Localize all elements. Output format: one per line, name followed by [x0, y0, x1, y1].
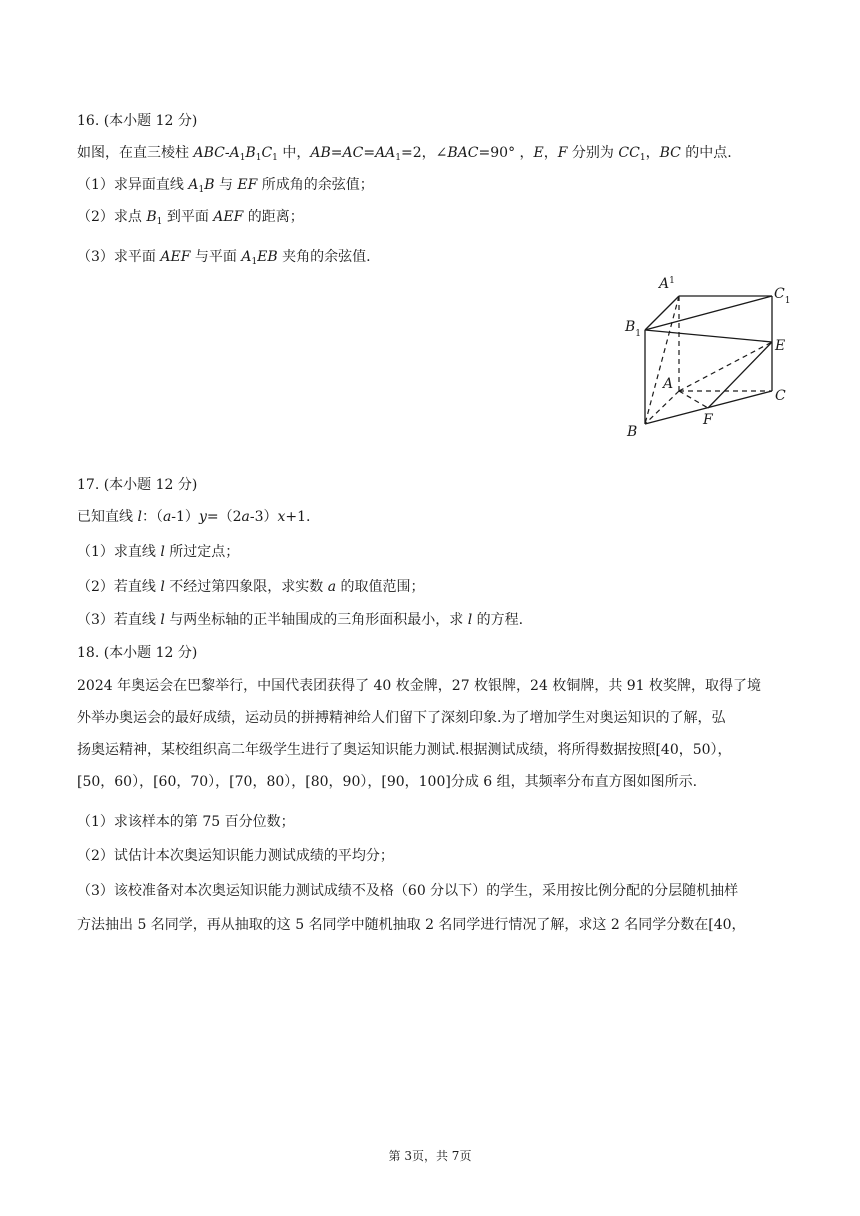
- text: 如图，在直三棱柱: [77, 145, 194, 161]
- q18-item-3-line: （3）该校准备对本次奥运知识能力测试成绩不及格（60 分以下）的学生，采用按比例分配的分层随机抽样: [77, 883, 739, 899]
- math: E: [533, 145, 544, 161]
- text: 已知直线: [77, 509, 138, 525]
- math: B: [146, 209, 157, 225]
- label-c: C: [775, 388, 786, 404]
- math: l: [160, 544, 165, 560]
- text: ，: [645, 145, 660, 161]
- q16-header: 16. (本小题 12 分): [77, 113, 198, 129]
- text: 到平面: [162, 209, 214, 225]
- text: （2）若直线: [77, 579, 161, 595]
- text: 不经过第四象限，求实数: [164, 579, 328, 595]
- math: EF: [237, 177, 258, 193]
- math: a: [327, 579, 337, 595]
- text: 中，: [277, 145, 311, 161]
- math: l: [137, 509, 142, 525]
- label-e: E: [775, 338, 786, 354]
- math: A: [229, 145, 240, 161]
- label-f: F: [703, 412, 713, 428]
- math: l: [160, 612, 165, 628]
- label-a1: $A^1$: [659, 276, 675, 292]
- q18-item-1: （1）求该样本的第 75 百分位数；: [77, 814, 295, 830]
- math: AB: [310, 145, 331, 161]
- edge-a-f: [679, 391, 708, 408]
- q18-stem-line: 2024 年奥运会在巴黎举行，中国代表团获得了 40 枚金牌，27 枚银牌，24 枚铜牌，共 91 枚奖牌，取得了境: [77, 678, 762, 694]
- math: BC: [659, 145, 681, 161]
- text: +1.: [285, 509, 311, 525]
- math: B: [245, 145, 256, 161]
- math: x: [277, 509, 286, 525]
- text: 夹角的余弦值.: [277, 249, 371, 265]
- math: AA: [375, 145, 396, 161]
- q18-item-3: [77, 881, 783, 947]
- math: a: [162, 509, 172, 525]
- text: 分别为: [567, 145, 619, 161]
- text: 的方程.: [472, 612, 524, 628]
- label-a: A: [663, 376, 674, 392]
- math: A: [241, 249, 252, 265]
- subscript: 1: [156, 217, 163, 227]
- text: =: [363, 145, 376, 161]
- math: CC: [618, 145, 640, 161]
- math: F: [557, 145, 568, 161]
- subscript: 1: [239, 153, 246, 163]
- text: 与: [214, 177, 238, 193]
- q18-stem-line: [50，60），[60，70），[70，80），[80，90），[90，100]分成 6 组，其频率分布直方图如图所示.: [77, 774, 698, 790]
- text: -: [224, 145, 230, 161]
- edge-e-f: [708, 342, 772, 408]
- text: =（2: [206, 509, 242, 525]
- q18-item-2: （2）试估计本次奥运知识能力测试成绩的平均分；: [77, 848, 394, 864]
- math: BAC: [447, 145, 479, 161]
- math: B: [204, 177, 215, 193]
- math: y: [198, 509, 207, 525]
- text: -1）: [171, 509, 199, 525]
- subscript: 1: [272, 153, 278, 163]
- q17-header: 17. (本小题 12 分): [77, 477, 198, 493]
- subscript: 1: [639, 153, 646, 163]
- label-b1: $B_1$: [625, 319, 642, 339]
- label-c1: $C_1$: [774, 286, 791, 306]
- text: 的取值范围；: [336, 579, 425, 595]
- subscript: 1: [255, 153, 262, 163]
- page-footer: 第 3页，共 7页: [388, 1149, 472, 1163]
- text: 的中点.: [680, 145, 732, 161]
- edge-b1-c1: [645, 296, 772, 330]
- text: 与两坐标轴的正半轴围成的三角形面积最小，求: [164, 612, 468, 628]
- edge-b1-e: [645, 330, 772, 342]
- math: AEF: [160, 249, 191, 265]
- math: l: [467, 612, 473, 628]
- text: （1）求异面直线: [77, 177, 189, 193]
- math: C: [261, 145, 273, 161]
- math: EB: [257, 249, 278, 265]
- text: （2）求点: [77, 209, 147, 225]
- math: l: [160, 579, 165, 595]
- text: 的距离；: [243, 209, 304, 225]
- q18-stem: [77, 676, 783, 804]
- text: （1）求直线: [77, 544, 161, 560]
- q18-stem-line: 外举办奥运会的最好成绩，运动员的拼搏精神给人们留下了深刻印象.为了增加学生对奥运知识的了解，弘: [77, 710, 726, 726]
- edge-a-e: [679, 342, 772, 391]
- text: （3）求平面: [77, 249, 161, 265]
- q17-item-2: [77, 577, 425, 597]
- text: ：（: [141, 509, 163, 525]
- edge-a1-b: [645, 296, 679, 424]
- math: AC: [342, 145, 364, 161]
- text: =90° ，: [478, 145, 534, 161]
- math: a: [241, 509, 250, 525]
- text: 所成角的余弦值；: [257, 177, 374, 193]
- q17-item-3: [77, 610, 523, 630]
- math: A: [188, 177, 199, 193]
- q17-stem: [77, 507, 311, 527]
- label-b: B: [627, 424, 638, 440]
- text: （3）若直线: [77, 612, 161, 628]
- text: ，: [543, 145, 558, 161]
- q18-header: 18. (本小题 12 分): [77, 645, 198, 661]
- text: -3）: [249, 509, 278, 525]
- q18-item-3-line: 方法抽出 5 名同学，再从抽取的这 5 名同学中随机抽取 2 名同学进行情况了解，求这 2 名同学分数在[40，: [77, 917, 746, 933]
- math: AEF: [213, 209, 244, 225]
- math: ABC: [193, 145, 225, 161]
- q17-item-1: [77, 542, 239, 562]
- prism-figure: [0, 0, 860, 460]
- subscript: 1: [251, 257, 258, 267]
- subscript: 1: [198, 185, 205, 195]
- subscript: 1: [395, 153, 402, 163]
- q18-stem-line: 扬奥运精神，某校组织高二年级学生进行了奥运知识能力测试.根据测试成绩，将所得数据按照[40，50），: [77, 742, 732, 758]
- text: 与平面: [190, 249, 242, 265]
- text: 所过定点；: [164, 544, 240, 560]
- text: =: [330, 145, 343, 161]
- text: =2，∠: [401, 145, 448, 161]
